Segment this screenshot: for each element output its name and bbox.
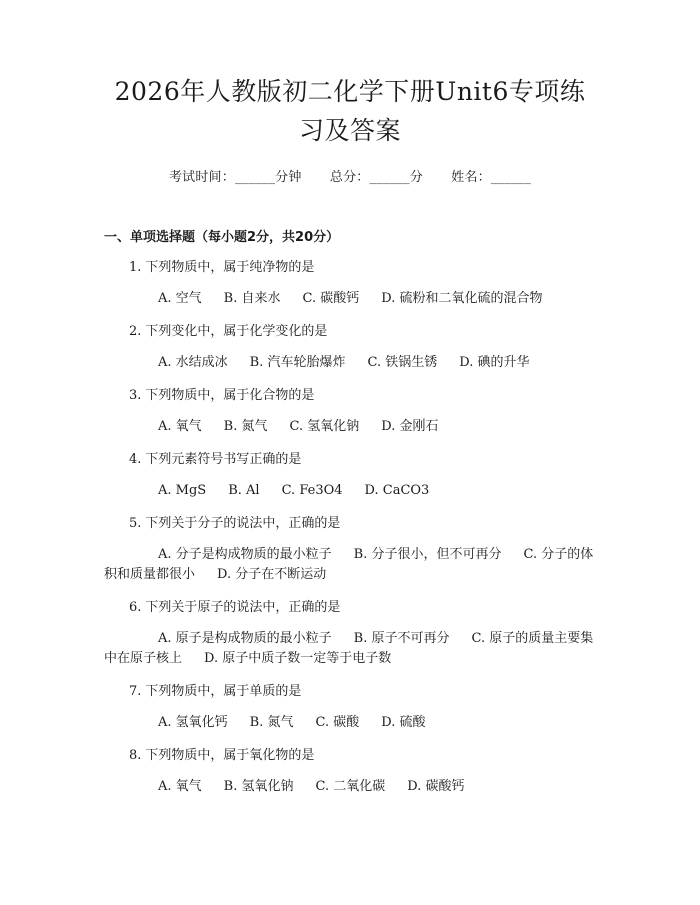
option-b: B. Al xyxy=(228,483,260,498)
question-stem xyxy=(104,515,596,533)
option-c: C. 原子的质量主要集中在原子核上 xyxy=(104,631,594,666)
section-title: 一、单项选择题（每小题2分，共20分） xyxy=(104,230,340,245)
question-number: 1. xyxy=(129,260,142,275)
option-b: B. 自来水 xyxy=(223,291,281,306)
option-d: D. 原子中质子数一定等于电子数 xyxy=(204,651,392,666)
question-number: 6. xyxy=(129,600,142,615)
option-a: A. 氧气 xyxy=(158,779,202,794)
option-b: B. 原子不可再分 xyxy=(353,631,450,646)
option-a: A. MgS xyxy=(158,483,207,498)
question-text: 下列关于分子的说法中，正确的是 xyxy=(145,516,341,531)
option-c: C. 分子的体积和质量都很小 xyxy=(104,547,594,582)
option-c: C. 氢氧化钠 xyxy=(289,419,360,434)
question-stem xyxy=(104,451,596,469)
option-c: C. 碳酸 xyxy=(315,715,360,730)
question-stem xyxy=(104,259,596,277)
option-b: B. 分子很小，但不可再分 xyxy=(353,547,502,562)
question-text: 下列关于原子的说法中，正确的是 xyxy=(145,600,341,615)
question-stem xyxy=(104,683,596,701)
question-options xyxy=(104,289,596,309)
question-number: 7. xyxy=(129,684,142,699)
question-item xyxy=(104,515,596,585)
option-c: C. Fe3O4 xyxy=(281,483,343,498)
question-text: 下列物质中，属于纯净物的是 xyxy=(145,260,315,275)
question-number: 3. xyxy=(129,388,142,403)
question-item xyxy=(104,683,596,733)
question-item xyxy=(104,387,596,437)
question-item xyxy=(104,451,596,501)
question-options xyxy=(104,629,596,669)
document-title: 2026年人教版初二化学下册Unit6专项练习及答案 xyxy=(114,77,586,145)
option-c: C. 二氧化碳 xyxy=(315,779,386,794)
option-a: A. 氢氧化钙 xyxy=(158,715,228,730)
option-b: B. 氮气 xyxy=(249,715,294,730)
exam-info xyxy=(104,166,596,185)
option-b: B. 氮气 xyxy=(223,419,268,434)
option-a: A. 水结成冰 xyxy=(158,355,228,370)
question-text: 下列元素符号书写正确的是 xyxy=(145,452,302,467)
question-text: 下列变化中，属于化学变化的是 xyxy=(145,324,328,339)
question-text: 下列物质中，属于单质的是 xyxy=(145,684,302,699)
option-a: A. 空气 xyxy=(158,291,202,306)
question-options xyxy=(104,481,596,501)
question-options xyxy=(104,713,596,733)
option-d: D. 硫粉和二氧化硫的混合物 xyxy=(381,291,543,306)
option-a: A. 分子是构成物质的最小粒子 xyxy=(158,547,332,562)
question-text: 下列物质中，属于氧化物的是 xyxy=(145,748,315,763)
option-a: A. 原子是构成物质的最小粒子 xyxy=(158,631,332,646)
question-number: 8. xyxy=(129,748,142,763)
question-stem xyxy=(104,747,596,765)
option-b: B. 氢氧化钠 xyxy=(223,779,294,794)
question-list xyxy=(104,259,596,797)
option-c: C. 碳酸钙 xyxy=(302,291,360,306)
question-options xyxy=(104,545,596,585)
option-a: A. 氧气 xyxy=(158,419,202,434)
option-d: D. 碳酸钙 xyxy=(407,779,465,794)
option-d: D. 分子在不断运动 xyxy=(217,567,327,582)
question-options xyxy=(104,777,596,797)
option-c: C. 铁锅生锈 xyxy=(367,355,438,370)
option-b: B. 汽车轮胎爆炸 xyxy=(249,355,346,370)
question-stem xyxy=(104,387,596,405)
student-name-field: 姓名：______ xyxy=(451,170,532,185)
question-stem xyxy=(104,323,596,341)
option-d: D. CaCO3 xyxy=(364,483,430,498)
question-options xyxy=(104,353,596,373)
option-d: D. 碘的升华 xyxy=(459,355,530,370)
total-score-field: 总分：______分 xyxy=(329,170,423,185)
question-number: 2. xyxy=(129,324,142,339)
question-item xyxy=(104,747,596,797)
question-options xyxy=(104,417,596,437)
question-stem xyxy=(104,599,596,617)
question-item xyxy=(104,259,596,309)
question-number: 4. xyxy=(129,452,142,467)
exam-time-field: 考试时间：______分钟 xyxy=(168,170,302,185)
question-item xyxy=(104,323,596,373)
question-number: 5. xyxy=(129,516,142,531)
option-d: D. 金刚石 xyxy=(381,419,439,434)
question-item xyxy=(104,599,596,669)
option-d: D. 硫酸 xyxy=(381,715,426,730)
question-text: 下列物质中，属于化合物的是 xyxy=(145,388,315,403)
